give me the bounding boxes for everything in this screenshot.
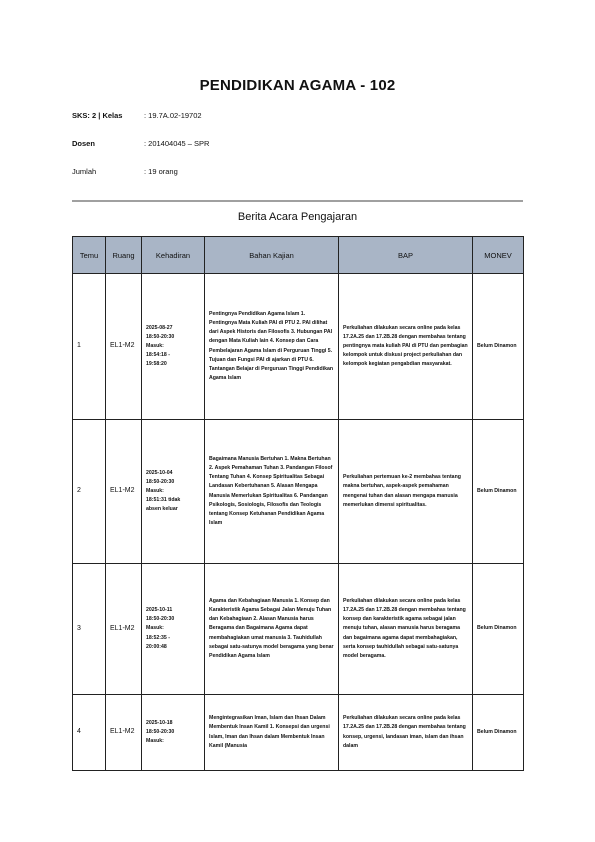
kehadiran-date: 2025-10-04 <box>146 469 173 476</box>
cell-monev: Belum Dinamon <box>473 564 524 695</box>
bap-table <box>72 236 524 771</box>
header-monev: MONEV <box>473 237 524 274</box>
header-ruang: Ruang <box>106 237 142 274</box>
cell-monev: Belum Dinamon <box>473 420 524 564</box>
table-row <box>73 695 524 771</box>
cell-bap: Perkuliahan dilakukan secara online pada kelas 17.2A.25 dan 17.2B.28 dengan membahas tentang pentingnya mata kuliah PAI di PTU dan pembagian kelompok untuk diskusi project perkuliahan dan kelompok kegiatan pengabdian masyarakat. <box>339 274 473 420</box>
cell-ruang: EL1-M2 <box>106 274 142 420</box>
sks-value: : 19.7A.02-19702 <box>144 111 202 120</box>
kehadiran-in: 18:51:31 tidak <box>146 497 181 504</box>
kehadiran-label: Masuk: <box>146 625 164 632</box>
cell-monev: Belum Dinamon <box>473 695 524 771</box>
cell-ruang: EL1-M2 <box>106 420 142 564</box>
cell-temu: 2 <box>73 420 106 564</box>
kehadiran-in: 18:54:18 - <box>146 352 170 359</box>
kehadiran-time: 18:50-20:30 <box>146 728 175 735</box>
course-title: PENDIDIKAN AGAMA - 102 <box>199 77 396 94</box>
kehadiran-date: 2025-08-27 <box>146 324 173 331</box>
kehadiran-time: 18:50-20:30 <box>146 478 175 485</box>
cell-bap: Perkuliahan dilakukan secara online pada kelas 17.2A.25 dan 17.2B.28 dengan membahas tentang konsep, urgensi, landasan iman, islam dan ihsan dalam <box>339 695 473 771</box>
cell-bap: Perkuliahan pertemuan ke-2 membahas tentang makna bertuhan, aspek-aspek pemahaman mengenai tuhan dan alasan mengapa manusia memerlukan dimensi spiritualitas. <box>339 420 473 564</box>
kehadiran-label: Masuk: <box>146 738 164 745</box>
kehadiran-date: 2025-10-18 <box>146 719 173 726</box>
cell-kehadiran <box>142 420 205 564</box>
cell-ruang: EL1-M2 <box>106 564 142 695</box>
cell-kehadiran <box>142 695 205 771</box>
kehadiran-label: Masuk: <box>146 487 164 494</box>
cell-kehadiran <box>142 274 205 420</box>
cell-temu: 4 <box>73 695 106 771</box>
table-row <box>73 564 524 695</box>
section-divider <box>72 200 523 202</box>
kehadiran-out: absen keluar <box>146 506 178 513</box>
header-bahan-kajian: Bahan Kajian <box>205 237 339 274</box>
cell-temu: 1 <box>73 274 106 420</box>
kehadiran-time: 18:50-20:30 <box>146 333 175 340</box>
cell-ruang: EL1-M2 <box>106 695 142 771</box>
table-row <box>73 274 524 420</box>
table-row <box>73 420 524 564</box>
jumlah-value: : 19 orang <box>144 167 178 176</box>
cell-bahan-kajian: Pentingnya Pendidikan Agama Islam 1. Pentingnya Mata Kuliah PAI di PTU 2. PAI dilihat dari Aspek Historis dan Filosofis 3. Hubungan PAI dengan Mata Kuliah lain 4. Konsep dan Cara Pembelajaran Agama Islam di Perguruan Tinggi 5. Tujuan dan Fungsi PAI di ajarkan di PTU 6. Tantangan Belajar di Perguruan Tinggi Pendidikan Agama Islam <box>205 274 339 420</box>
cell-bahan-kajian: Mengintegrasikan Iman, Islam dan Ihsan Dalam Membentuk Insan Kamil 1. Konsepsi dan urgensi Islam, Iman dan Ihsan dalam Membentuk Insan Kamil (Manusia <box>205 695 339 771</box>
header-temu: Temu <box>73 237 106 274</box>
dosen-value: : 201404045 – SPR <box>144 139 210 148</box>
kehadiran-in: 18:52:35 - <box>146 634 170 641</box>
header-bap: BAP <box>339 237 473 274</box>
kehadiran-date: 2025-10-11 <box>146 607 173 614</box>
section-title: Berita Acara Pengajaran <box>237 211 358 223</box>
cell-bahan-kajian: Agama dan Kebahagiaan Manusia 1. Konsep dan Karakteristik Agama Sebagai Jalan Menuju Tuhan dan Kebahagiaan 2. Alasan Manusia harus Beragama dan Bagaimana Agama dapat membahagiakan umat manusia 3. Tauhidullah sebagai satu-satunya model beragama yang benar Pendidikan Agama Islam <box>205 564 339 695</box>
cell-temu: 3 <box>73 564 106 695</box>
header-kehadiran: Kehadiran <box>142 237 205 274</box>
kehadiran-label: Masuk: <box>146 342 164 349</box>
kehadiran-out: 20:00:48 <box>146 643 167 650</box>
table-header-row <box>73 237 524 274</box>
kehadiran-out: 19:58:20 <box>146 361 167 368</box>
cell-bahan-kajian: Bagaimana Manusia Bertuhan 1. Makna Bertuhan 2. Aspek Pemahaman Tuhan 3. Pandangan Filosof Tentang Tuhan 4. Konsep Spiritualitas Sebagai Landasan Kebertuhanan 5. Alasan Mengapa Manusia Memerlukan Spiritualitas 6. Pandangan Psikologis, Sosiologis, Filosofis dan Teologis tentang Konsep Ketuhanan Pendidikan Agama Islam <box>205 420 339 564</box>
sks-label: SKS: 2 | Kelas <box>72 111 123 120</box>
cell-bap: Perkuliahan dilakukan secara online pada kelas 17.2A.25 dan 17.2B.28 dengan membahas tentang konsep dan karakteristik agama sebagai jalan menuju tuhan, alasan manusia harus beragama dan bagaimana agama dapat membahagiakan, serta konsep tauhidullah sebagai satu-satunya model beragama. <box>339 564 473 695</box>
cell-monev: Belum Dinamon <box>473 274 524 420</box>
cell-kehadiran <box>142 564 205 695</box>
jumlah-label: Jumlah <box>72 167 97 176</box>
kehadiran-time: 18:50-20:30 <box>146 616 175 623</box>
dosen-label: Dosen <box>72 139 95 148</box>
